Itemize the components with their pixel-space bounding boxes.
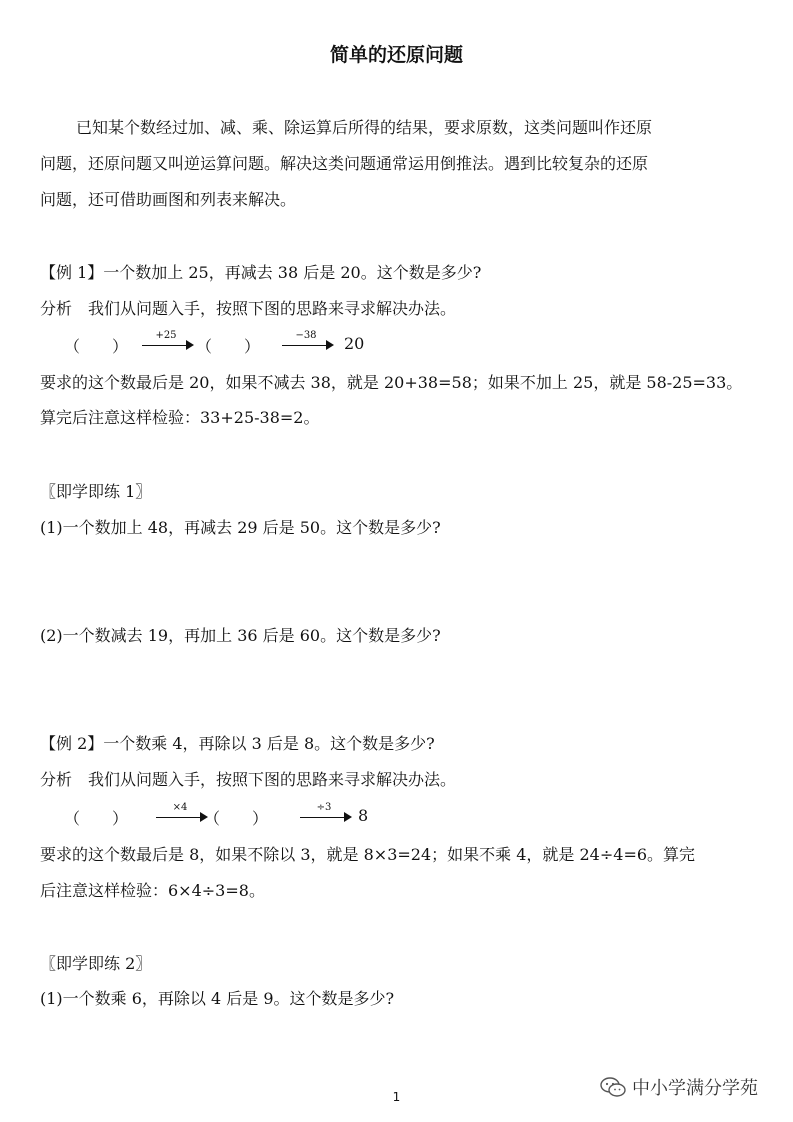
flow-op-1: +25 bbox=[155, 330, 177, 341]
example1-solution-1: 要求的这个数最后是 20，如果不减去 38，就是 20+38=58；如果不加上 25，就是 58-25=33。 bbox=[40, 373, 743, 392]
example2-question: 【例 2】一个数乘 4，再除以 3 后是 8。这个数是多少? bbox=[40, 734, 435, 753]
flow-paren-1: （ ） bbox=[64, 337, 129, 356]
flow-result: 8 bbox=[358, 806, 369, 825]
flow-result: 20 bbox=[344, 334, 365, 353]
example1-flow bbox=[0, 330, 793, 358]
intro-line-3: 问题，还可借助画图和列表来解决。 bbox=[40, 190, 297, 209]
watermark-logo bbox=[600, 1074, 758, 1100]
example1-analysis: 分析 我们从问题入手，按照下图的思路来寻求解决办法。 bbox=[40, 299, 457, 318]
flow-op-2: −38 bbox=[295, 330, 317, 341]
example2-flow bbox=[0, 802, 793, 830]
example1-solution-2: 算完后注意这样检验：33+25-38=2。 bbox=[40, 408, 320, 427]
example2-solution-1: 要求的这个数最后是 8，如果不除以 3，就是 8×3=24；如果不乘 4，就是 24÷4=6。算完 bbox=[40, 845, 696, 864]
flow-paren-2: （ ） bbox=[196, 337, 261, 356]
flow-op-2: ÷3 bbox=[316, 802, 332, 813]
example1-question: 【例 1】一个数加上 25，再减去 38 后是 20。这个数是多少? bbox=[40, 263, 482, 282]
practice2-question-1: (1)一个数乘 6，再除以 4 后是 9。这个数是多少? bbox=[40, 989, 395, 1008]
intro-line-1: 已知某个数经过加、减、乘、除运算后所得的结果，要求原数，这类问题叫作还原 bbox=[76, 118, 653, 137]
flow-arrow-2 bbox=[298, 802, 358, 830]
practice1-question-1: (1)一个数加上 48，再减去 29 后是 50。这个数是多少? bbox=[40, 518, 441, 537]
flow-paren-1: （ ） bbox=[64, 809, 129, 828]
practice2-heading: 〖即学即练 2〗 bbox=[40, 954, 152, 973]
flow-arrow-2 bbox=[280, 330, 340, 358]
practice1-question-2: (2)一个数减去 19，再加上 36 后是 60。这个数是多少? bbox=[40, 626, 441, 645]
intro-line-2: 问题，还原问题又叫逆运算问题。解决这类问题通常运用倒推法。遇到比较复杂的还原 bbox=[40, 154, 649, 173]
page-title: 简单的还原问题 bbox=[329, 44, 463, 66]
flow-arrow-1 bbox=[140, 330, 200, 358]
flow-op-1: ×4 bbox=[172, 802, 188, 813]
practice1-heading: 〖即学即练 1〗 bbox=[40, 482, 152, 501]
logo-text: 中小学满分学苑 bbox=[632, 1078, 758, 1099]
wechat-icon bbox=[600, 1076, 626, 1098]
flow-paren-2: （ ） bbox=[204, 809, 269, 828]
example2-solution-2: 后注意这样检验：6×4÷3=8。 bbox=[40, 881, 265, 900]
page-number: 1 bbox=[392, 1090, 401, 1104]
example2-analysis: 分析 我们从问题入手，按照下图的思路来寻求解决办法。 bbox=[40, 770, 457, 789]
